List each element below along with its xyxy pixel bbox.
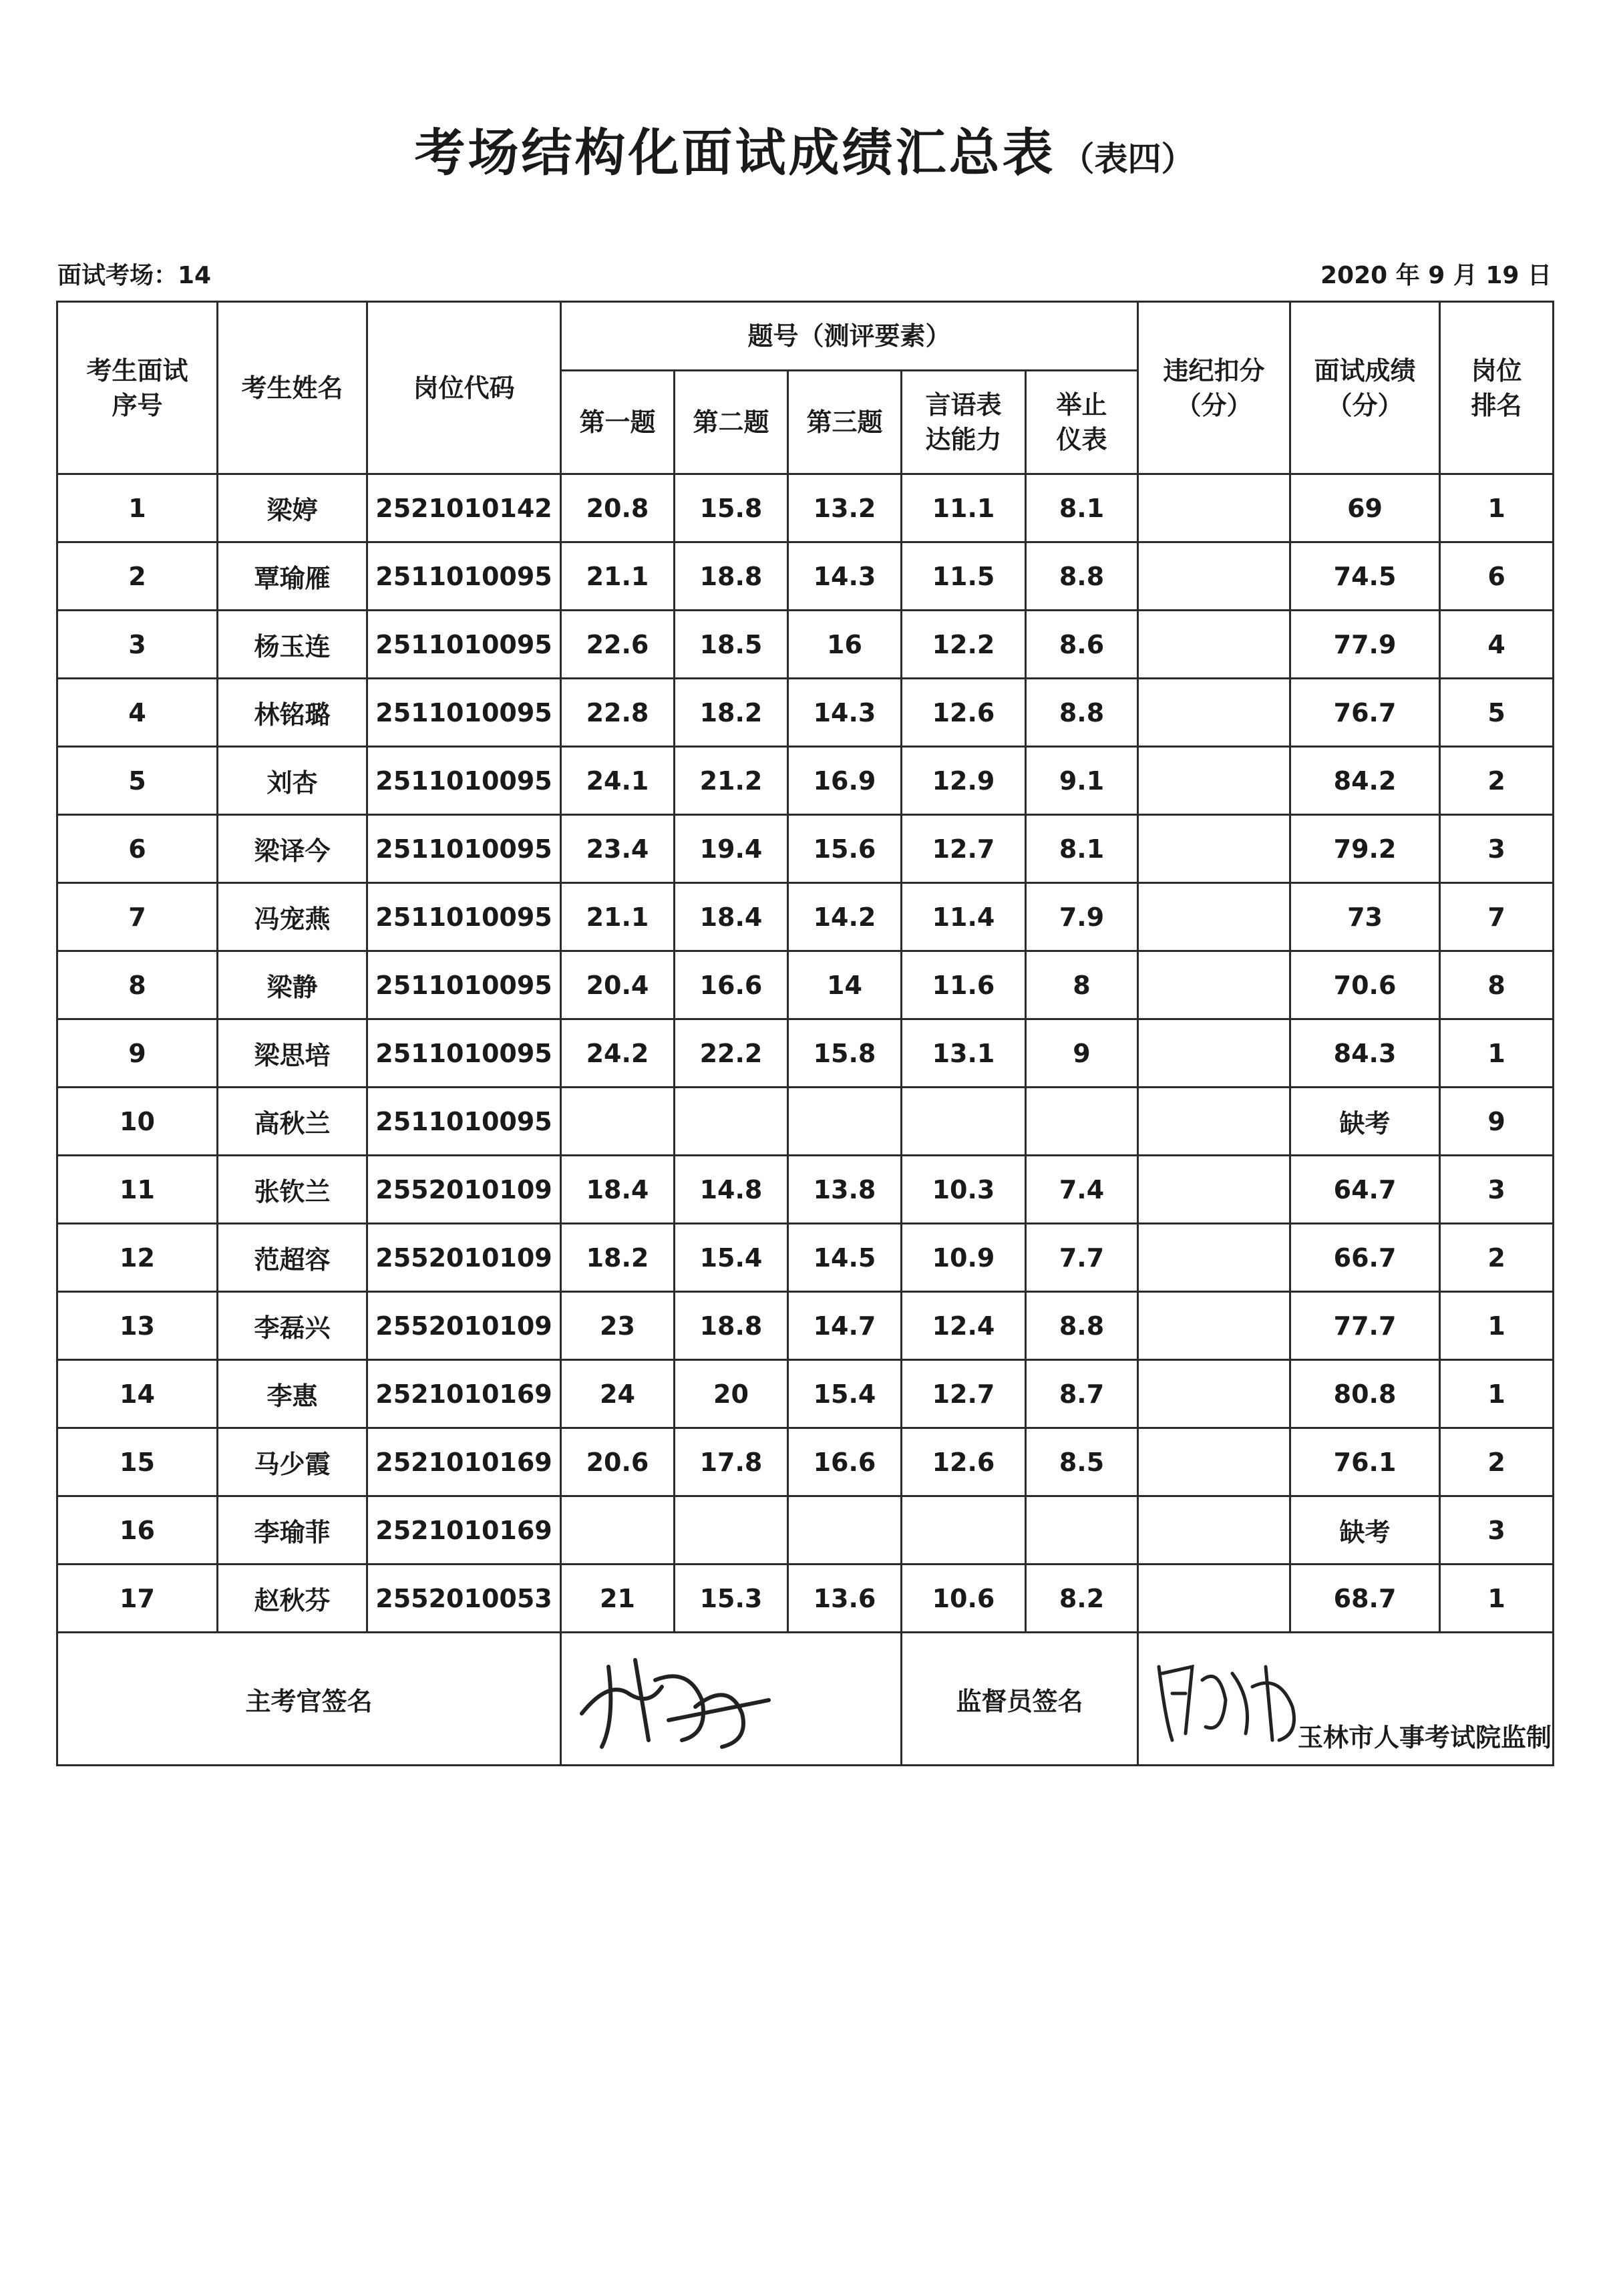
cell-deduction: [1138, 474, 1290, 542]
header-score: 面试成绩（分）: [1290, 302, 1440, 474]
cell-q1: 22.8: [561, 679, 675, 747]
cell-post-code: 2511010095: [367, 815, 561, 883]
cell-post-code: 2511010095: [367, 542, 561, 611]
cell-seq: 1: [57, 474, 218, 542]
exam-room: 面试考场：14: [57, 262, 212, 289]
chief-examiner-label: 主考官签名: [57, 1633, 561, 1766]
cell-seq: 10: [57, 1088, 218, 1156]
header-rank: 岗位排名: [1440, 302, 1554, 474]
cell-manner: 8.1: [1026, 815, 1138, 883]
cell-rank: 2: [1440, 1224, 1554, 1292]
cell-q1: 20.6: [561, 1428, 675, 1496]
cell-seq: 9: [57, 1019, 218, 1088]
cell-score: 84.2: [1290, 747, 1440, 815]
cell-q3: 16.9: [788, 747, 902, 815]
cell-rank: 3: [1440, 815, 1554, 883]
cell-name: 冯宠燕: [218, 883, 367, 951]
cell-q3: 14.5: [788, 1224, 902, 1292]
table-row: [57, 1019, 1554, 1088]
cell-q2: 18.8: [675, 1292, 788, 1360]
table-row: [57, 1224, 1554, 1292]
header-row-top: [57, 302, 1554, 371]
cell-q3: 15.8: [788, 1019, 902, 1088]
cell-post-code: 2552010053: [367, 1565, 561, 1633]
cell-q2: 18.4: [675, 883, 788, 951]
table-row: [57, 611, 1554, 679]
cell-q2: 18.8: [675, 542, 788, 611]
cell-deduction: [1138, 1292, 1290, 1360]
cell-score: 64.7: [1290, 1156, 1440, 1224]
cell-score: 74.5: [1290, 542, 1440, 611]
cell-name: 范超容: [218, 1224, 367, 1292]
cell-expression: 12.7: [902, 815, 1026, 883]
cell-post-code: 2511010095: [367, 951, 561, 1019]
cell-seq: 15: [57, 1428, 218, 1496]
cell-score: 68.7: [1290, 1565, 1440, 1633]
cell-q1: 21.1: [561, 542, 675, 611]
cell-expression: 10.9: [902, 1224, 1026, 1292]
cell-q3: 13.2: [788, 474, 902, 542]
cell-deduction: [1138, 1565, 1290, 1633]
cell-q3: 13.8: [788, 1156, 902, 1224]
cell-q1: 18.2: [561, 1224, 675, 1292]
cell-expression: [902, 1088, 1026, 1156]
cell-expression: 12.4: [902, 1292, 1026, 1360]
cell-post-code: 2552010109: [367, 1156, 561, 1224]
handwritten-signature-supervisor: [1145, 1640, 1319, 1760]
cell-seq: 4: [57, 679, 218, 747]
supervisor-label: 监督员签名: [902, 1633, 1138, 1766]
table-row: [57, 815, 1554, 883]
cell-score: 77.7: [1290, 1292, 1440, 1360]
cell-name: 李惠: [218, 1360, 367, 1428]
cell-rank: 6: [1440, 542, 1554, 611]
cell-post-code: 2521010169: [367, 1496, 561, 1565]
table-row: [57, 542, 1554, 611]
cell-q2: 18.5: [675, 611, 788, 679]
chief-examiner-signature: [561, 1633, 902, 1766]
cell-expression: 12.6: [902, 679, 1026, 747]
cell-score: 缺考: [1290, 1496, 1440, 1565]
cell-post-code: 2511010095: [367, 1019, 561, 1088]
cell-q2: 14.8: [675, 1156, 788, 1224]
cell-q1: 23: [561, 1292, 675, 1360]
cell-manner: 8.1: [1026, 474, 1138, 542]
cell-seq: 7: [57, 883, 218, 951]
cell-score: 66.7: [1290, 1224, 1440, 1292]
cell-manner: 8: [1026, 951, 1138, 1019]
cell-q1: 24: [561, 1360, 675, 1428]
table-row: [57, 1360, 1554, 1428]
cell-seq: 13: [57, 1292, 218, 1360]
cell-post-code: 2521010169: [367, 1360, 561, 1428]
cell-q1: 24.2: [561, 1019, 675, 1088]
cell-q3: 14.2: [788, 883, 902, 951]
table-row: [57, 679, 1554, 747]
cell-q2: 20: [675, 1360, 788, 1428]
cell-q1: 20.8: [561, 474, 675, 542]
cell-expression: 12.9: [902, 747, 1026, 815]
cell-q3: 15.4: [788, 1360, 902, 1428]
cell-score: 80.8: [1290, 1360, 1440, 1428]
issuer-footer: 玉林市人事考试院监制: [1297, 1723, 1552, 1752]
cell-manner: 8.6: [1026, 611, 1138, 679]
cell-q3: 14.7: [788, 1292, 902, 1360]
header-seq: 考生面试序号: [57, 302, 218, 474]
cell-deduction: [1138, 1496, 1290, 1565]
cell-post-code: 2511010095: [367, 747, 561, 815]
cell-q3: [788, 1088, 902, 1156]
cell-q2: [675, 1496, 788, 1565]
cell-deduction: [1138, 1224, 1290, 1292]
cell-manner: 8.8: [1026, 1292, 1138, 1360]
score-table: [56, 301, 1554, 1766]
cell-score: 79.2: [1290, 815, 1440, 883]
cell-name: 高秋兰: [218, 1088, 367, 1156]
cell-expression: 10.3: [902, 1156, 1026, 1224]
cell-post-code: 2521010142: [367, 474, 561, 542]
cell-name: 赵秋芬: [218, 1565, 367, 1633]
cell-q3: 16.6: [788, 1428, 902, 1496]
cell-name: 张钦兰: [218, 1156, 367, 1224]
cell-q3: 13.6: [788, 1565, 902, 1633]
document-title: [0, 112, 1609, 185]
cell-manner: 9.1: [1026, 747, 1138, 815]
cell-name: 林铭璐: [218, 679, 367, 747]
cell-seq: 2: [57, 542, 218, 611]
title-suffix: （表四）: [1061, 140, 1195, 178]
cell-q2: 19.4: [675, 815, 788, 883]
cell-q2: 16.6: [675, 951, 788, 1019]
cell-deduction: [1138, 1156, 1290, 1224]
cell-q2: 15.4: [675, 1224, 788, 1292]
cell-deduction: [1138, 1428, 1290, 1496]
cell-expression: 12.6: [902, 1428, 1026, 1496]
title-main: 考场结构化面试成绩汇总表: [414, 123, 1056, 182]
cell-expression: 12.7: [902, 1360, 1026, 1428]
cell-seq: 6: [57, 815, 218, 883]
cell-deduction: [1138, 611, 1290, 679]
cell-q2: 22.2: [675, 1019, 788, 1088]
cell-q1: 22.6: [561, 611, 675, 679]
cell-name: 刘杏: [218, 747, 367, 815]
cell-name: 李瑜菲: [218, 1496, 367, 1565]
cell-manner: 8.8: [1026, 679, 1138, 747]
cell-q2: 15.8: [675, 474, 788, 542]
cell-expression: 13.1: [902, 1019, 1026, 1088]
header-q2: 第二题: [675, 371, 788, 474]
cell-rank: 9: [1440, 1088, 1554, 1156]
cell-rank: 1: [1440, 474, 1554, 542]
cell-score: 70.6: [1290, 951, 1440, 1019]
cell-expression: 11.6: [902, 951, 1026, 1019]
header-manner: 举止仪表: [1026, 371, 1138, 474]
cell-q2: 18.2: [675, 679, 788, 747]
cell-name: 马少霞: [218, 1428, 367, 1496]
cell-q3: 15.6: [788, 815, 902, 883]
cell-name: 梁静: [218, 951, 367, 1019]
cell-rank: 2: [1440, 1428, 1554, 1496]
cell-rank: 1: [1440, 1565, 1554, 1633]
cell-rank: 2: [1440, 747, 1554, 815]
table-row: [57, 1088, 1554, 1156]
cell-deduction: [1138, 815, 1290, 883]
cell-name: 李磊兴: [218, 1292, 367, 1360]
cell-deduction: [1138, 1360, 1290, 1428]
cell-q2: 15.3: [675, 1565, 788, 1633]
cell-rank: 5: [1440, 679, 1554, 747]
cell-name: 覃瑜雁: [218, 542, 367, 611]
cell-score: 84.3: [1290, 1019, 1440, 1088]
cell-post-code: 2511010095: [367, 679, 561, 747]
table-row: [57, 747, 1554, 815]
cell-deduction: [1138, 542, 1290, 611]
cell-name: 梁思培: [218, 1019, 367, 1088]
cell-manner: 7.7: [1026, 1224, 1138, 1292]
handwritten-signature-chief: [568, 1640, 782, 1760]
cell-score: 76.7: [1290, 679, 1440, 747]
cell-q3: 14.3: [788, 542, 902, 611]
cell-q1: 24.1: [561, 747, 675, 815]
cell-manner: [1026, 1496, 1138, 1565]
cell-post-code: 2511010095: [367, 1088, 561, 1156]
cell-expression: 11.5: [902, 542, 1026, 611]
cell-q1: 23.4: [561, 815, 675, 883]
cell-q2: 21.2: [675, 747, 788, 815]
header-question-group: 题号（测评要素）: [561, 302, 1138, 371]
cell-manner: 8.7: [1026, 1360, 1138, 1428]
cell-seq: 8: [57, 951, 218, 1019]
cell-q3: [788, 1496, 902, 1565]
header-deduction: 违纪扣分（分）: [1138, 302, 1290, 474]
cell-seq: 14: [57, 1360, 218, 1428]
table-row: [57, 474, 1554, 542]
cell-manner: 9: [1026, 1019, 1138, 1088]
cell-q1: 20.4: [561, 951, 675, 1019]
cell-name: 梁译今: [218, 815, 367, 883]
cell-q3: 14: [788, 951, 902, 1019]
header-expression: 言语表达能力: [902, 371, 1026, 474]
cell-expression: 11.4: [902, 883, 1026, 951]
cell-manner: 7.4: [1026, 1156, 1138, 1224]
cell-seq: 17: [57, 1565, 218, 1633]
table-row: [57, 1496, 1554, 1565]
header-name: 考生姓名: [218, 302, 367, 474]
header-post-code: 岗位代码: [367, 302, 561, 474]
cell-post-code: 2511010095: [367, 883, 561, 951]
cell-name: 梁婷: [218, 474, 367, 542]
header-q3: 第三题: [788, 371, 902, 474]
cell-q2: 17.8: [675, 1428, 788, 1496]
cell-rank: 3: [1440, 1156, 1554, 1224]
cell-manner: 8.5: [1026, 1428, 1138, 1496]
table-row: [57, 1565, 1554, 1633]
exam-date: 2020 年 9 月 19 日: [1320, 262, 1552, 289]
cell-post-code: 2552010109: [367, 1292, 561, 1360]
cell-seq: 5: [57, 747, 218, 815]
cell-rank: 7: [1440, 883, 1554, 951]
cell-score: 缺考: [1290, 1088, 1440, 1156]
cell-seq: 11: [57, 1156, 218, 1224]
table-row: [57, 951, 1554, 1019]
table-row: [57, 1428, 1554, 1496]
table-row: [57, 1292, 1554, 1360]
cell-score: 73: [1290, 883, 1440, 951]
cell-score: 76.1: [1290, 1428, 1440, 1496]
cell-deduction: [1138, 883, 1290, 951]
cell-deduction: [1138, 1019, 1290, 1088]
cell-q1: 21: [561, 1565, 675, 1633]
cell-expression: [902, 1496, 1026, 1565]
header-q1: 第一题: [561, 371, 675, 474]
cell-rank: 1: [1440, 1360, 1554, 1428]
cell-manner: 8.8: [1026, 542, 1138, 611]
score-table-body: [57, 474, 1554, 1633]
cell-seq: 12: [57, 1224, 218, 1292]
cell-expression: 11.1: [902, 474, 1026, 542]
cell-manner: [1026, 1088, 1138, 1156]
cell-deduction: [1138, 747, 1290, 815]
cell-q1: 18.4: [561, 1156, 675, 1224]
cell-seq: 16: [57, 1496, 218, 1565]
cell-expression: 10.6: [902, 1565, 1026, 1633]
cell-post-code: 2511010095: [367, 611, 561, 679]
cell-manner: 7.9: [1026, 883, 1138, 951]
cell-deduction: [1138, 679, 1290, 747]
cell-q1: 21.1: [561, 883, 675, 951]
cell-rank: 8: [1440, 951, 1554, 1019]
cell-expression: 12.2: [902, 611, 1026, 679]
cell-deduction: [1138, 1088, 1290, 1156]
cell-rank: 4: [1440, 611, 1554, 679]
cell-q2: [675, 1088, 788, 1156]
cell-rank: 3: [1440, 1496, 1554, 1565]
cell-deduction: [1138, 951, 1290, 1019]
cell-post-code: 2521010169: [367, 1428, 561, 1496]
cell-rank: 1: [1440, 1292, 1554, 1360]
cell-manner: 8.2: [1026, 1565, 1138, 1633]
cell-rank: 1: [1440, 1019, 1554, 1088]
cell-q3: 16: [788, 611, 902, 679]
table-row: [57, 1156, 1554, 1224]
cell-name: 杨玉连: [218, 611, 367, 679]
cell-score: 77.9: [1290, 611, 1440, 679]
table-row: [57, 883, 1554, 951]
cell-q1: [561, 1496, 675, 1565]
cell-seq: 3: [57, 611, 218, 679]
cell-score: 69: [1290, 474, 1440, 542]
cell-q1: [561, 1088, 675, 1156]
cell-q3: 14.3: [788, 679, 902, 747]
cell-post-code: 2552010109: [367, 1224, 561, 1292]
